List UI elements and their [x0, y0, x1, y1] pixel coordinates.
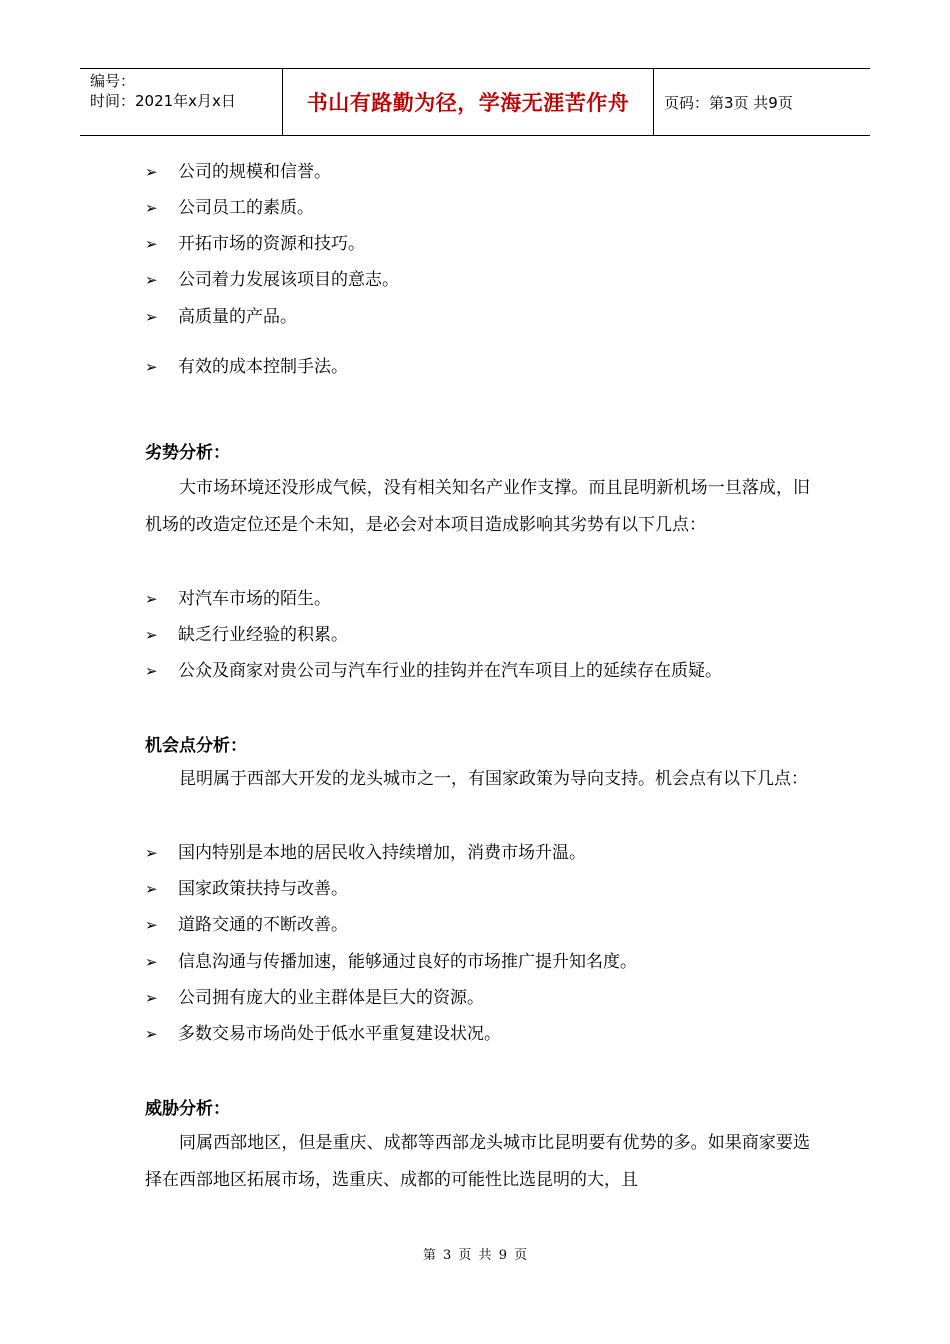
list-item: ➢ 有效的成本控制手法。 [145, 357, 348, 377]
weakness-paragraph: 大市场环境还没形成气候，没有相关知名产业作支撑。而且昆明新机场一旦落成，旧机场的改造定位还是个未知，是必会对本项目造成影响其劣势有以下几点： [145, 478, 810, 535]
arrow-bullet-icon: ➢ [145, 590, 158, 608]
list-item: ➢ 公司的规模和信誉。 [145, 162, 331, 182]
list-item: ➢ 公司拥有庞大的业主群体是巨大的资源。 [145, 988, 484, 1008]
list-item: ➢ 多数交易市场尚处于低水平重复建设状况。 [145, 1024, 501, 1044]
list-item: ➢ 国内特别是本地的居民收入持续增加，消费市场升温。 [145, 843, 586, 863]
arrow-bullet-icon: ➢ [145, 358, 158, 376]
list-item: ➢ 公司员工的素质。 [145, 198, 314, 218]
list-item: ➢ 对汽车市场的陌生。 [145, 589, 331, 609]
list-item: ➢ 国家政策扶持与改善。 [145, 879, 348, 899]
list-item: ➢ 道路交通的不断改善。 [145, 915, 348, 935]
arrow-bullet-icon: ➢ [145, 880, 158, 898]
arrow-bullet-icon: ➢ [145, 199, 158, 217]
weakness-heading: 劣势分析： [145, 443, 230, 463]
list-item: ➢ 开拓市场的资源和技巧。 [145, 234, 365, 254]
arrow-bullet-icon: ➢ [145, 235, 158, 253]
list-item: ➢ 公众及商家对贵公司与汽车行业的挂钩并在汽车项目上的延续存在质疑。 [145, 661, 722, 681]
list-item: ➢ 公司着力发展该项目的意志。 [145, 270, 399, 290]
motto: 书山有路勤为径，学海无涯苦作舟 [306, 91, 630, 115]
arrow-bullet-icon: ➢ [145, 953, 158, 971]
arrow-bullet-icon: ➢ [145, 308, 158, 326]
page-footer: 第 3 页 共 9 页 [422, 1248, 528, 1263]
threat-heading: 威胁分析： [145, 1099, 230, 1119]
arrow-bullet-icon: ➢ [145, 271, 158, 289]
header-page-cell [654, 69, 870, 135]
arrow-bullet-icon: ➢ [145, 989, 158, 1007]
arrow-bullet-icon: ➢ [145, 626, 158, 644]
page-info: 页码：第3页 共9页 [664, 93, 793, 112]
arrow-bullet-icon: ➢ [145, 662, 158, 680]
arrow-bullet-icon: ➢ [145, 163, 158, 181]
document-header [80, 68, 870, 136]
arrow-bullet-icon: ➢ [145, 916, 158, 934]
threat-paragraph: 同属西部地区，但是重庆、成都等西部龙头城市比昆明要有优势的多。如果商家要选择在西部地区拓展市场，选重庆、成都的可能性比选昆明的大，且 [145, 1133, 810, 1190]
header-meta [80, 69, 282, 135]
arrow-bullet-icon: ➢ [145, 1025, 158, 1043]
number-label: 编号： [90, 72, 136, 90]
list-item: ➢ 高质量的产品。 [145, 307, 297, 327]
list-item: ➢ 缺乏行业经验的积累。 [145, 625, 348, 645]
arrow-bullet-icon: ➢ [145, 844, 158, 862]
opportunity-heading: 机会点分析： [145, 736, 247, 756]
list-item: ➢ 信息沟通与传播加速，能够通过良好的市场推广提升知名度。 [145, 952, 637, 972]
header-motto-cell [282, 69, 654, 135]
date-label: 时间：2021年x月x日 [90, 92, 236, 110]
opportunity-paragraph: 昆明属于西部大开发的龙头城市之一，有国家政策为导向支持。机会点有以下几点： [179, 769, 808, 789]
